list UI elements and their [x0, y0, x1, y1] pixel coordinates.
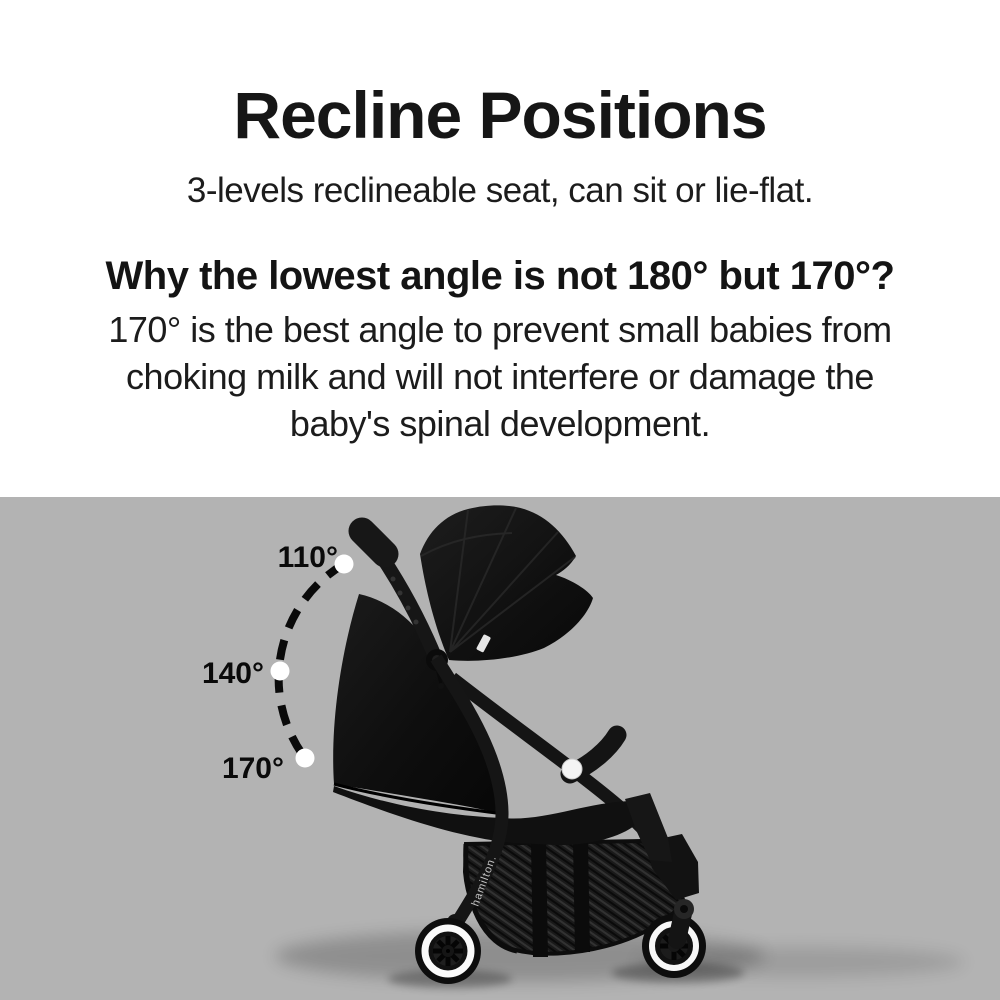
angle-label-140: 140° [201, 657, 264, 690]
angle-marker-dot-170 [296, 749, 315, 768]
front-wheel [415, 918, 481, 984]
answer-line-2: choking milk and will not interfere or damage the [126, 356, 874, 397]
angle-marker-dot-140 [271, 662, 290, 681]
angle-label-170: 170° [221, 752, 284, 785]
recline-button [562, 759, 582, 779]
page-title: Recline Positions [233, 78, 767, 152]
answer-paragraph [0, 306, 1000, 447]
question-heading: Why the lowest angle is not 180° but 170°? [105, 254, 895, 298]
text-section [0, 0, 1000, 497]
answer-line-1: 170° is the best angle to prevent small babies from [108, 309, 892, 350]
recline-arc [202, 541, 354, 785]
canopy [420, 505, 593, 661]
answer-line-3: baby's spinal development. [289, 403, 711, 444]
angle-label-110: 110° [277, 541, 338, 574]
zipper-pull [438, 683, 444, 689]
stroller-illustration [0, 497, 1000, 1000]
diagram-section [0, 497, 1000, 1000]
bumper-bar [562, 735, 617, 779]
frame-brand-text: hamilton. [469, 853, 500, 909]
handle-grip [362, 531, 385, 554]
subtitle: 3-levels reclineable seat, can sit or lie-flat. [186, 171, 814, 210]
